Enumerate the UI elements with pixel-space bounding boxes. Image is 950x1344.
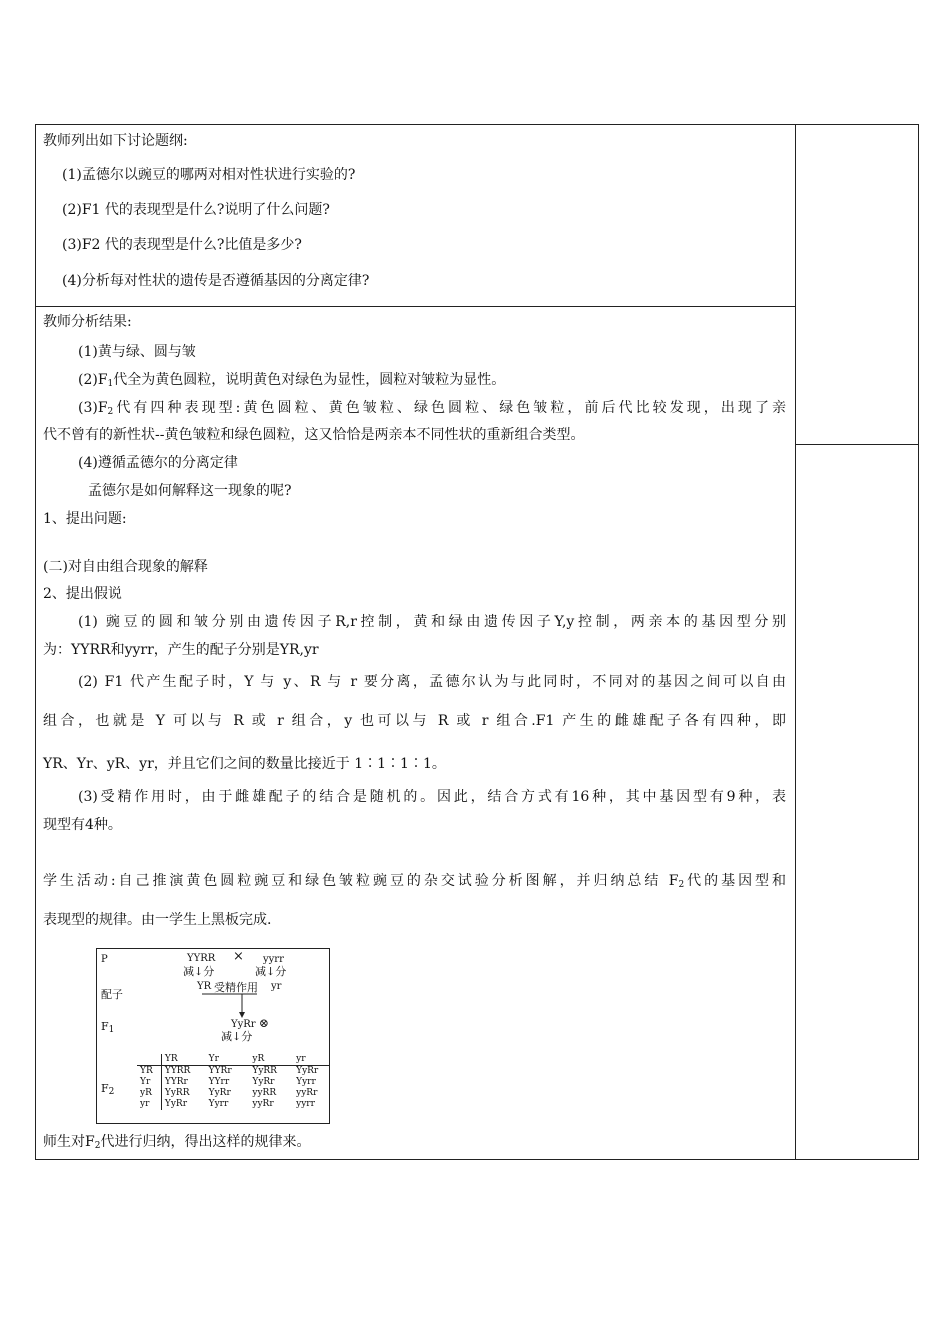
punnett-cell: yyrr xyxy=(296,1099,315,1109)
analysis-heading: 教师分析结果: xyxy=(43,314,132,330)
punnett-corner xyxy=(137,1054,161,1066)
punnett-row xyxy=(137,1077,329,1088)
analysis-answer-3: $(3)F_2$代有四种表现型:黄色圆粒、黄色皱粒、绿色圆粒、绿色皱粒，前后代比较发现，出现了亲 xyxy=(78,400,786,417)
hypothesis-3-cont: 现型有4种。 xyxy=(43,817,122,833)
meiosis-arrow-2: 减↓分 xyxy=(255,965,287,978)
explanation-question: 孟德尔是如何解释这一现象的呢? xyxy=(88,483,292,499)
fertilization-label: 受精作用 xyxy=(214,981,258,994)
punnett-cell: YyRR xyxy=(164,1088,190,1098)
hypothesis-2: (2) F1 代产生配子时，Y 与 y、R 与 r 要分离，孟德尔认为与此同时，不同对的基因之间可以自由 xyxy=(78,674,786,690)
gamete-yr-upper: YR xyxy=(197,981,212,992)
punnett-cell: YYRr xyxy=(164,1077,188,1087)
discussion-question-1: (1)孟德尔以豌豆的哪两对相对性状进行实验的? xyxy=(62,167,356,183)
punnett-row-header: yR xyxy=(137,1088,161,1099)
discussion-question-3: (3)F2 代的表现型是什么?比值是多少? xyxy=(62,237,302,253)
punnett-cell: yyRr xyxy=(296,1088,318,1098)
parent-1-genotype: YYRR xyxy=(187,953,216,964)
f2-generation-label: $F_2$ xyxy=(101,1082,115,1097)
punnett-row xyxy=(137,1088,329,1099)
student-activity: 学生活动:自己推演黄色圆粒豌豆和绿色皱粒豌豆的杂交试验分析图解，并归纳总结 $F_2$代的基因型和 xyxy=(43,873,786,890)
analysis-answer-4: (4)遵循孟德尔的分离定律 xyxy=(78,455,238,471)
analysis-answer-1: (1)黄与绿、圆与皱 xyxy=(78,344,196,360)
punnett-cell: YYRR xyxy=(164,1066,191,1076)
punnett-cell: YyRr xyxy=(164,1099,187,1109)
fertilization-arrow-icon xyxy=(197,992,257,1022)
self-cross-icon: ⊗ xyxy=(259,1016,270,1030)
punnett-cell: yyRR xyxy=(252,1088,277,1098)
hypothesis-1: (1) 豌豆的圆和皱分别由遗传因子R,r控制，黄和绿由遗传因子Y,y控制，两亲本的基因型分别 xyxy=(78,614,786,630)
student-activity-cont: 表现型的规律。由一学生上黑板完成. xyxy=(43,912,272,928)
meiosis-arrow-1: 减↓分 xyxy=(183,965,215,978)
discussion-question-4: (4)分析每对性状的遗传是否遵循基因的分离定律? xyxy=(62,273,370,289)
punnett-row-header: YR xyxy=(137,1066,161,1078)
punnett-cell: Yyrr xyxy=(208,1099,229,1109)
punnett-col-header: yr xyxy=(293,1054,329,1066)
f1-genotype: YyRr xyxy=(231,1019,256,1030)
punnett-row-header: yr xyxy=(137,1099,161,1110)
punnett-row xyxy=(137,1066,329,1078)
row-divider xyxy=(35,306,796,307)
punnett-col-header: Yr xyxy=(206,1054,250,1066)
discussion-heading: 教师列出如下讨论题纲: xyxy=(43,133,188,149)
section-raise-question: 1、提出问题: xyxy=(43,511,127,527)
punnett-cell: YyRr xyxy=(252,1077,275,1087)
punnett-square xyxy=(137,1054,329,1110)
analysis-answer-2: $(2)F_1$代全为黄色圆粒，说明黄色对绿色为显性，圆粒对皱粒为显性。 xyxy=(78,372,506,389)
hypothesis-3: (3)受精作用时，由于雌雄配子的结合是随机的。因此，结合方式有16种，其中基因型有9种，表 xyxy=(78,789,786,805)
punnett-cell: Yyrr xyxy=(296,1077,316,1087)
punnett-header-row xyxy=(137,1054,329,1066)
analysis-answer-3-cont: 代不曾有的新性状--黄色皱粒和绿色圆粒，这又恰恰是两亲本不同性状的重新组合类型。 xyxy=(43,427,585,443)
cross-diagram xyxy=(96,948,330,1124)
hypothesis-2-ratio: YR、Yr、yR、yr，并且它们之间的数量比接近于 1∶1∶1∶1。 xyxy=(43,756,446,772)
discussion-question-2: (2)F1 代的表现型是什么?说明了什么问题? xyxy=(62,202,330,218)
meiosis-arrow-3: 减↓分 xyxy=(221,1030,253,1043)
punnett-row-header: Yr xyxy=(137,1077,161,1088)
gamete-yr-lower: yr xyxy=(271,981,282,992)
punnett-cell: YyRR xyxy=(252,1066,277,1076)
side-row-divider xyxy=(795,444,919,445)
column-divider xyxy=(795,124,796,1160)
p-generation-label: P xyxy=(101,954,108,965)
punnett-row xyxy=(137,1099,329,1110)
punnett-cell: YyRr xyxy=(296,1066,319,1076)
section-explanation-title: (二)对自由组合现象的解释 xyxy=(43,559,208,575)
punnett-col-header: yR xyxy=(249,1054,293,1066)
gamete-label: 配子 xyxy=(101,988,123,1001)
section-hypothesis: 2、提出假说 xyxy=(43,586,122,602)
punnett-cell: yyRr xyxy=(252,1099,274,1109)
punnett-cell: YYRr xyxy=(208,1066,232,1076)
punnett-cell: YyRr xyxy=(208,1088,231,1098)
cross-symbol: × xyxy=(233,949,244,964)
hypothesis-1-cont: 为：YYRR和yyrr，产生的配子分别是YR,yr xyxy=(43,642,319,658)
punnett-col-header: YR xyxy=(161,1054,205,1066)
parent-2-genotype: yyrr xyxy=(263,954,284,965)
punnett-cell: YYrr xyxy=(208,1077,230,1087)
summary-line: 师生对$F_2$代进行归纳，得出这样的规律来。 xyxy=(43,1134,311,1151)
f1-generation-label: $F_1$ xyxy=(101,1020,115,1035)
hypothesis-2-cont: 组合，也就是 Y 可以与 R 或 r 组合，y 也可以与 R 或 r 组合.F1 产生的雌雄配子各有四种，即 xyxy=(43,713,786,729)
